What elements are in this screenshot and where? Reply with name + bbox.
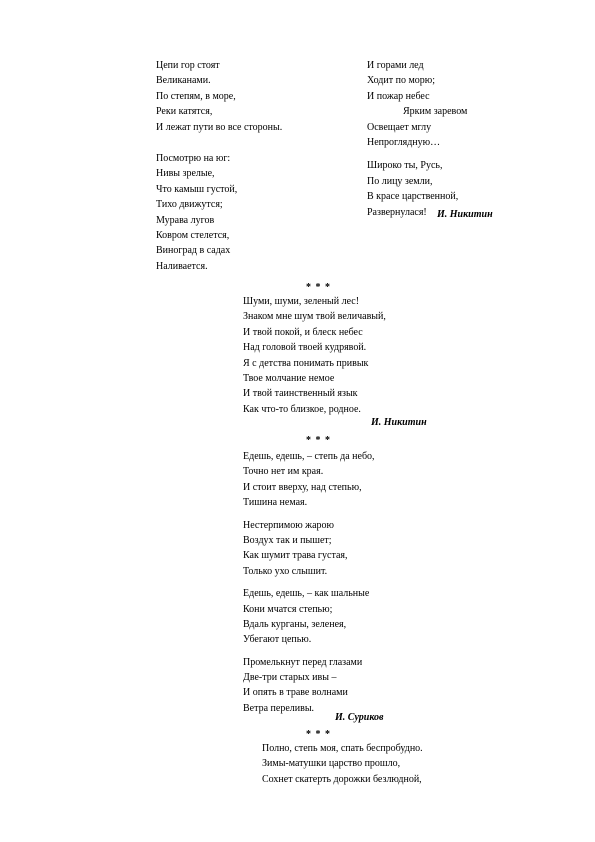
verse-line: В красе царственной, <box>367 191 459 203</box>
verse-line: Как что-то близкое, родное. <box>243 403 361 415</box>
verse-line: Что камыш густой, <box>156 183 238 195</box>
poem1-left-stanza1 <box>156 58 282 135</box>
verse-line: Как шумит трава густая, <box>243 550 348 562</box>
verse-line: Развернулася! <box>367 206 427 218</box>
poem1-left-column <box>156 58 282 274</box>
verse-line: Великанами. <box>156 75 211 87</box>
verse-line: Полно, степь моя, спать беспробудно. <box>262 743 423 754</box>
stanza-gap <box>243 579 375 586</box>
verse-line: По лицу земли, <box>367 175 433 187</box>
stanza-gap <box>367 150 467 158</box>
verse-line: Промелькнут перед глазами <box>243 656 363 668</box>
verse-line: Твое молчание немое <box>243 372 335 384</box>
verse-line: По степям, в море, <box>156 90 236 102</box>
verse-line: Только ухо слышит. <box>243 565 328 577</box>
verse-line: Шуми, шуми, зеленый лес! <box>243 296 360 307</box>
verse-line: Едешь, едешь, – как шальные <box>243 588 370 600</box>
verse-line: И стоит вверху, над степью, <box>243 481 362 493</box>
verse-line: Ковром стелется, <box>156 229 230 241</box>
verse-line: Наливается. <box>156 260 208 272</box>
poem3-stanza2 <box>243 518 375 580</box>
verse-line: Широко ты, Русь, <box>367 160 443 172</box>
verse-line: Тихо движутся; <box>156 199 223 211</box>
poem3-stanza4 <box>243 655 375 717</box>
verse-line: Кони мчатся степью; <box>243 603 333 615</box>
poem1-right-stanza1 <box>367 58 467 150</box>
verse-line: И лежат пути во все стороны. <box>156 121 283 133</box>
verse-line: Цепи гор стоят <box>156 60 220 71</box>
verse-line: Воздух так и пышет; <box>243 534 332 546</box>
verse-line: Знаком мне шум твой величавый, <box>243 311 386 323</box>
verse-line: Вдаль курганы, зеленея, <box>243 618 347 630</box>
verse-line: И пожар небес <box>367 90 430 102</box>
verse-line: Посмотрю на юг: <box>156 152 231 164</box>
poem3-author: И. Суриков <box>335 712 384 723</box>
verse-line: Зимы-матушки царство прошло, <box>262 758 401 770</box>
verse-line: Над головой твоей кудрявой. <box>243 342 367 354</box>
poem3-stanza1 <box>243 449 375 511</box>
verse-line: И опять в траве волнами <box>243 687 348 699</box>
stanza-gap <box>243 648 375 655</box>
poem3-body <box>243 449 375 716</box>
verse-line: Нестерпимою жарою <box>243 519 334 531</box>
stanza-gap <box>243 511 375 518</box>
verse-line: И горами лед <box>367 60 424 71</box>
verse-line: Ходит по морю; <box>367 75 436 87</box>
poem4-body <box>262 741 423 787</box>
verse-line: Ветра переливы. <box>243 702 315 714</box>
poem2-separator: * * * <box>306 282 331 293</box>
poem3-separator: * * * <box>306 435 331 446</box>
poem1-left-stanza2 <box>156 151 282 274</box>
verse-line-indented: Ярким заревом <box>403 106 468 118</box>
poem1-author: И. Никитин <box>437 209 493 220</box>
verse-line: Виноград в садах <box>156 245 231 257</box>
poem3-stanza3 <box>243 586 375 648</box>
verse-line: Освещает мглу <box>367 121 432 133</box>
verse-line: Убегают цепью. <box>243 634 312 646</box>
verse-line: И твой покой, и блеск небес <box>243 326 363 338</box>
verse-line: Нивы зрелые, <box>156 168 215 180</box>
verse-line: Две-три старых ивы – <box>243 672 337 684</box>
poem1-right-column <box>367 58 467 220</box>
verse-line: И твой таинственный язык <box>243 388 358 400</box>
verse-line: Мурава лугов <box>156 214 215 226</box>
verse-line: Тишина немая. <box>243 497 308 509</box>
verse-line: Реки катятся, <box>156 106 213 118</box>
poem2-body <box>243 294 386 417</box>
verse-line: Непроглядную… <box>367 136 441 148</box>
verse-line: Сохнет скатерть дорожки безлюдной, <box>262 773 422 785</box>
verse-line: Точно нет им края. <box>243 466 324 478</box>
poem2-author: И. Никитин <box>371 417 427 428</box>
poem4-separator: * * * <box>306 729 331 740</box>
verse-line: Я с детства понимать привык <box>243 357 369 369</box>
verse-line: Едешь, едешь, – степь да небо, <box>243 451 375 462</box>
stanza-gap <box>156 135 282 151</box>
